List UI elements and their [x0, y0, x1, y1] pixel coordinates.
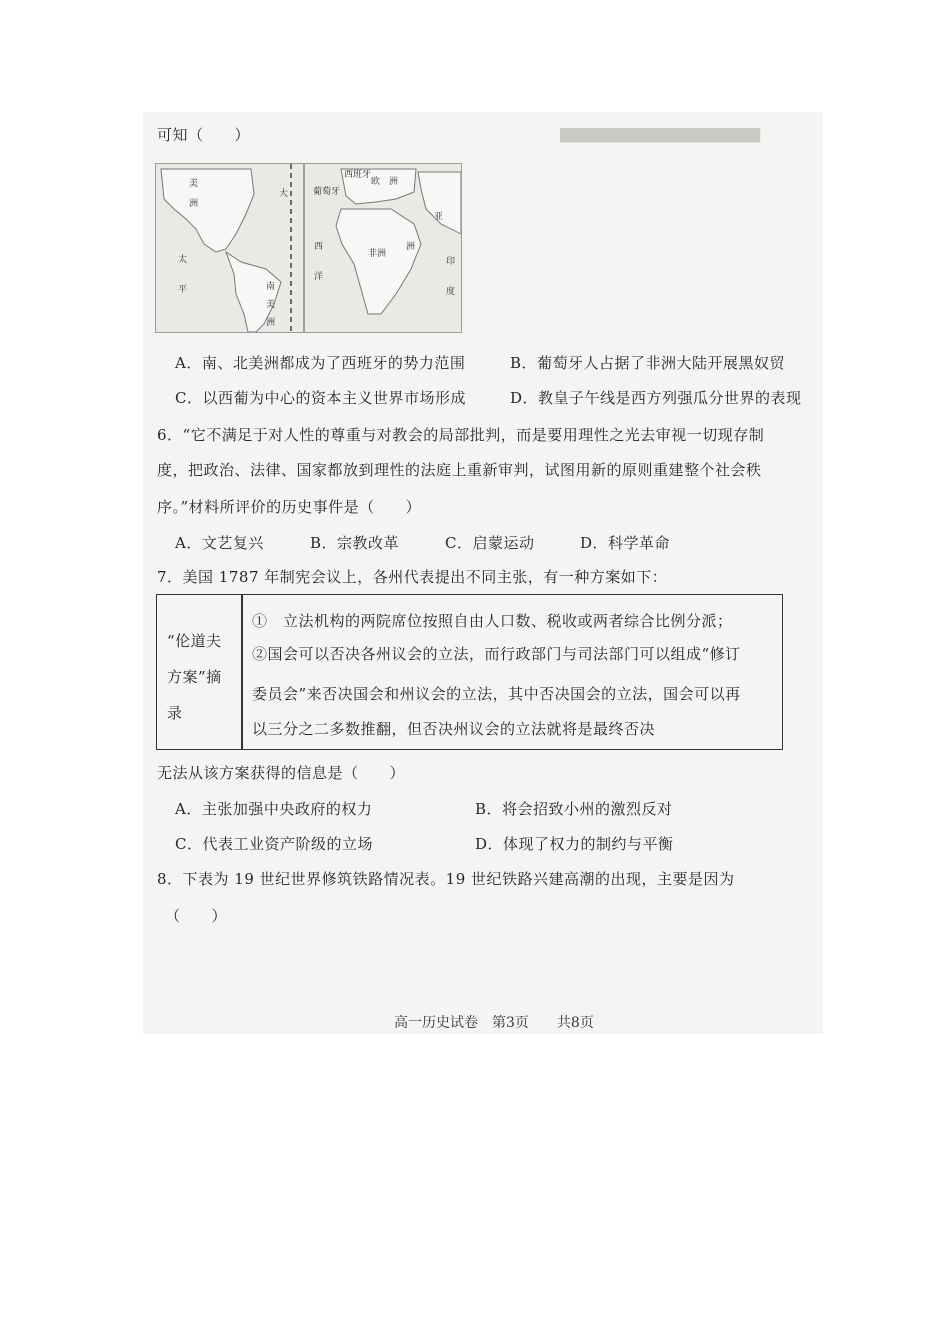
q5-option-d: D．教皇子午线是西方列强瓜分世界的表现	[510, 389, 802, 407]
label-europe: 欧 洲	[371, 177, 399, 187]
table-label-2: 方案”摘	[167, 668, 222, 686]
table-line-2: ②国会可以否决各州议会的立法，而行政部门与司法部门可以组成“修订	[252, 645, 741, 663]
label-america-2: 洲	[189, 199, 199, 209]
q7-option-c: C．代表工业资产阶级的立场	[175, 835, 373, 853]
table-line-3: 委员会”来否决国会和州议会的立法，其中否决国会的立法，国会可以再	[252, 685, 741, 703]
q7-option-b: B．将会招致小州的激烈反对	[475, 800, 673, 818]
q7-stem: 7．美国 1787 年制宪会议上，各州代表提出不同主张，有一种方案如下：	[157, 568, 668, 586]
q7-option-a: A．主张加强中央政府的权力	[175, 800, 373, 818]
q6-option-b: B．宗教改革	[310, 534, 400, 552]
table-label-3: 录	[167, 704, 183, 722]
q6-option-d: D．科学革命	[580, 534, 671, 552]
label-portugal: 葡萄牙	[313, 187, 341, 197]
table-line-1: ① 立法机构的两院席位按照自由人口数、税收或两者综合比例分派；	[252, 612, 733, 630]
q8-line-2: （ ）	[165, 907, 228, 925]
label-pacific-1: 太	[178, 255, 188, 265]
q6-line-2: 度，把政治、法律、国家都放到理性的法庭上重新审判，试图用新的原则重建整个社会秩	[157, 461, 762, 479]
label-atlantic-2: 西	[314, 242, 324, 252]
label-south-3: 洲	[266, 318, 276, 328]
world-map-figure	[155, 163, 462, 333]
label-ocean: 度	[446, 287, 456, 297]
page-footer: 高一历史试卷 第3页 共8页	[394, 1015, 594, 1031]
label-south-2: 美	[266, 300, 276, 310]
label-atlantic-3: 洋	[314, 272, 324, 282]
q5-option-a: A．南、北美洲都成为了西班牙的势力范围	[175, 354, 466, 372]
q7-option-d: D．体现了权力的制约与平衡	[475, 835, 674, 853]
q8-line-1: 8．下表为 19 世纪世界修筑铁路情况表。19 世纪铁路兴建高潮的出现，主要是因为	[157, 870, 735, 888]
q7-question: 无法从该方案获得的信息是（ ）	[157, 764, 406, 782]
map-drawing	[156, 164, 461, 332]
label-atlantic-1: 大	[279, 189, 289, 199]
table-label-1: “伦道夫	[167, 632, 222, 650]
label-pacific-2: 平	[178, 285, 188, 295]
q5-option-c: C．以西葡为中心的资本主义世界市场形成	[175, 389, 466, 407]
label-indian: 印	[446, 257, 456, 267]
label-africa: 非洲	[368, 249, 387, 259]
table-line-4: 以三分之二多数推翻，但否决州议会的立法就将是最终否决	[252, 720, 656, 738]
q5-option-b: B．葡萄牙人占据了非洲大陆开展黑奴贸	[510, 354, 786, 372]
table-divider	[241, 595, 243, 749]
bleed-through-text: ████████████████████	[560, 128, 760, 143]
q6-line-3: 序。”材料所评价的历史事件是（ ）	[157, 498, 422, 516]
q6-option-a: A．文艺复兴	[175, 534, 264, 552]
label-africa-2: 洲	[406, 242, 416, 252]
label-south-1: 南	[266, 282, 276, 292]
label-asia: 亚	[434, 212, 444, 222]
q5-stem-tail: 可知（ ）	[157, 126, 251, 144]
label-america-1: 美	[189, 179, 199, 189]
label-spain: 西班牙	[344, 170, 372, 180]
q6-line-1: 6．“它不满足于对人性的尊重与对教会的局部批判，而是要用理性之光去审视一切现存制	[157, 426, 765, 444]
q6-option-c: C．启蒙运动	[445, 534, 535, 552]
